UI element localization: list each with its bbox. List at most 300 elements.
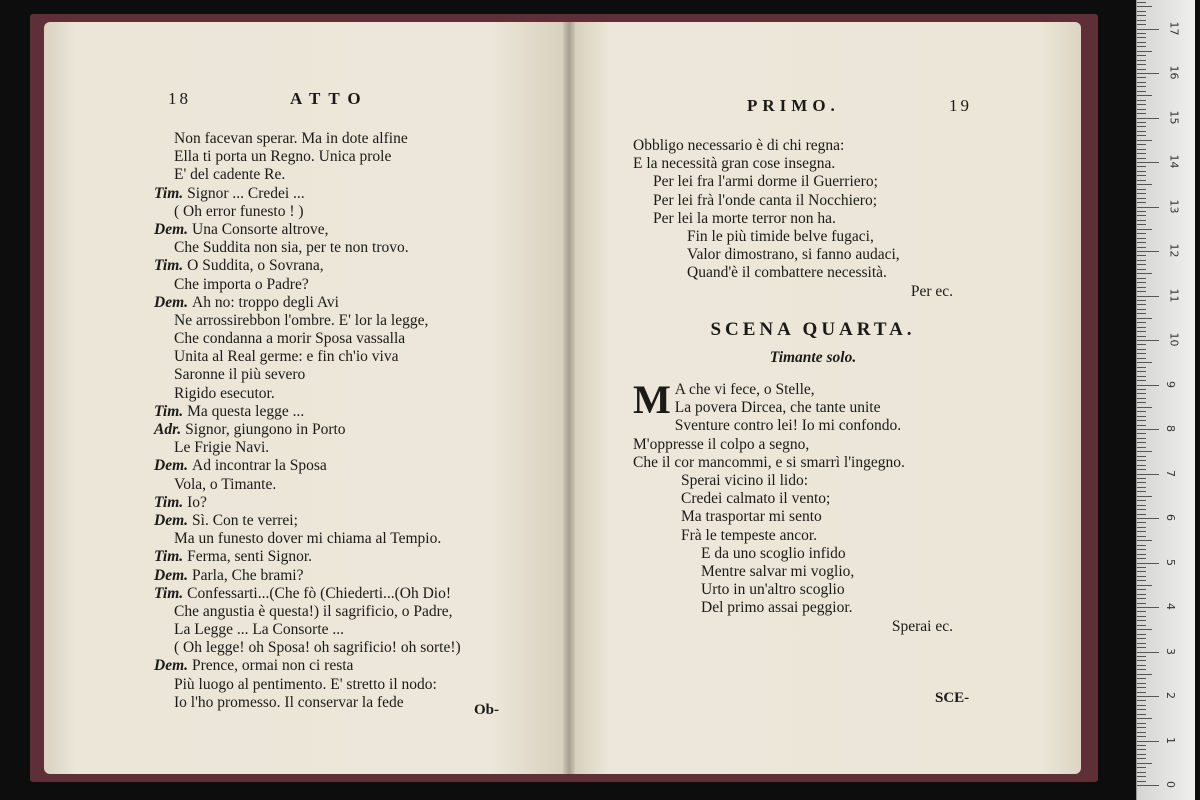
text-line [154,257,461,275]
ruler-tick [1137,594,1146,595]
ruler-tick [1137,714,1146,715]
ruler-tick [1137,522,1146,523]
line-text: Più luogo al pentimento. E' stretto il nodo: [174,675,437,693]
ruler-tick [1137,652,1159,653]
ruler-tick [1137,442,1146,443]
ruler-tick [1137,135,1146,136]
ruler-tick [1137,540,1152,541]
ruler-tick [1137,340,1159,341]
speaker-label: Tim. [154,584,184,602]
text-line: Per lei la morte terror non ha. [653,209,836,227]
ruler-tick [1137,660,1146,661]
ruler-tick [1137,318,1152,319]
ruler-tick [1137,785,1159,786]
text-line [154,567,461,585]
line-text: ( Oh legge! oh Sposa! oh sagrificio! oh sorte!) [174,639,461,657]
ruler-tick [1137,732,1146,733]
ruler-tick [1137,220,1146,221]
ruler-tick [1137,393,1146,394]
ruler-tick [1137,37,1146,38]
ruler-tick [1137,122,1146,123]
text-line [154,657,461,675]
ruler-tick [1137,358,1146,359]
ruler-tick [1137,683,1146,684]
ruler-tick [1137,224,1146,225]
ruler-tick [1137,304,1146,305]
line-text: Che angustia è questa!) il sagrificio, o Padre, [174,602,453,620]
line-text: Ah no: troppo degli Avi [192,293,339,311]
catchword-left: Ob- [474,702,500,718]
ruler-number: 11 [1167,288,1181,302]
text-line: Del primo assai peggior. [701,599,853,617]
ruler-tick [1137,545,1146,546]
ruler-tick [1137,171,1146,172]
ruler-tick [1137,282,1146,283]
line-text: Non facevan sperar. Ma in dote alfine [174,130,408,147]
ruler-tick [1137,692,1146,693]
ruler-tick [1137,313,1146,314]
speaker-label: Tim. [154,493,184,511]
ruler-tick [1137,385,1159,386]
speaker-label: Tim. [154,402,184,420]
ruler-number: 0 [1164,781,1177,788]
ruler-tick [1137,278,1146,279]
ruler-tick [1137,549,1146,550]
ruler-tick [1137,465,1146,466]
ruler-tick [1137,407,1152,408]
speaker-label: Tim. [154,257,184,275]
ruler-tick [1137,758,1146,759]
text-line: E la necessità gran cose insegna. [633,155,836,173]
text-line [154,239,461,257]
ruler-tick [1137,620,1146,621]
ruler-tick [1137,300,1146,301]
ruler-tick [1137,500,1146,501]
ruler-tick [1137,24,1146,25]
text-line [154,476,461,494]
line-text: Confessarti...(Che fò (Chiederti...(Oh Dio! [187,584,452,602]
line-text: Ma un funesto dover mi chiama al Tempio. [174,530,442,548]
ruler-tick [1137,371,1146,372]
ruler-tick [1137,269,1146,270]
text-line [154,276,461,294]
ruler-tick [1137,647,1146,648]
text-line: Frà le tempeste ancor. [681,526,818,544]
ruler-tick [1137,73,1159,74]
ruler-tick [1137,433,1146,434]
scene-character: Timante solo. [769,348,857,366]
ruler-number: 5 [1164,558,1177,566]
ruler-tick [1137,29,1159,30]
line-text: Saronne il più severo [174,366,306,384]
text-line [154,494,461,512]
text-line: Sventure contro lei! Io mi confondo. [674,417,902,435]
drop-cap: M [633,377,671,423]
text-line: Sperai vicino il lido: [681,472,808,490]
text-line [154,403,461,421]
text-line [154,585,461,603]
ruler-tick [1137,700,1146,701]
line-text: Parla, Che brami? [192,566,304,584]
ruler-tick [1137,118,1159,119]
line-text: Rigido esecutor. [174,384,275,402]
speaker-label: Adr. [154,421,182,438]
ruler-tick [1137,718,1152,719]
ruler-number: 2 [1164,692,1177,699]
ruler-tick [1137,736,1146,737]
ruler-tick [1137,482,1146,483]
scene-block [633,377,993,636]
line-text: Ella ti porta un Regno. Unica prole [174,148,392,166]
ruler-tick [1137,389,1146,390]
text-line [154,348,461,366]
ruler-tick [1137,180,1146,181]
text-line [154,385,461,403]
ruler-tick [1137,189,1146,190]
ruler-tick [1137,603,1146,604]
ruler-tick [1137,518,1159,519]
ruler-tick [1137,344,1146,345]
ruler-tick [1137,629,1152,630]
speaker-label: Tim. [154,548,184,566]
ruler-tick [1137,474,1159,475]
ruler-tick [1137,296,1159,297]
ruler-tick [1137,741,1159,742]
text-line: Che il cor mancommi, e si smarrì l'ingegno. [633,453,905,471]
page-number-right: 19 [949,96,972,115]
speaker-label: Dem. [154,293,189,311]
ruler-tick [1137,100,1146,101]
line-text: Vola, o Timante. [174,475,277,493]
ruler-tick [1137,140,1152,141]
text-line [154,530,461,548]
ruler-tick [1137,367,1146,368]
catchword-right: SCE- [935,690,970,706]
ruler-tick [1137,554,1146,555]
ruler-number: 6 [1164,514,1177,521]
ruler-tick [1137,638,1146,639]
text-line: Obbligo necessario è di chi regna: [633,137,845,154]
ruler-tick [1137,687,1146,688]
ruler-tick [1137,327,1146,328]
ruler-tick [1137,763,1152,764]
ruler-tick [1137,60,1146,61]
ruler-tick [1137,456,1146,457]
ruler-tick [1137,233,1146,234]
ruler-tick [1137,416,1146,417]
ruler-tick [1137,531,1146,532]
ruler-tick [1137,166,1146,167]
ruler-tick [1137,211,1146,212]
text-line: Valor dimostrano, si fanno audaci, [687,246,900,264]
aria-lines [633,137,993,301]
book-gutter [563,22,575,774]
ruler-tick [1137,754,1146,755]
ruler-number: 10 [1167,332,1181,347]
ruler-tick [1137,104,1146,105]
text-line [154,294,461,312]
text-line [154,548,461,566]
ruler-tick [1137,131,1146,132]
ruler-tick [1137,336,1146,337]
ruler-tick [1137,589,1146,590]
ruler-tick [1137,656,1146,657]
line-text: Sì. Con te verrei; [192,511,298,529]
line-text: Io l'ho promesso. Il conservar la fede [174,693,404,711]
ruler-tick [1137,144,1146,145]
ruler-tick [1137,91,1146,92]
ruler-number: 12 [1167,243,1181,258]
text-line [154,439,461,457]
ruler-tick [1137,438,1146,439]
right-page-text [633,137,993,636]
ruler-tick [1137,242,1146,243]
running-head-left: ATTO [290,89,369,108]
ruler-tick [1137,113,1146,114]
ruler-tick [1137,571,1146,572]
ruler-tick [1137,51,1152,52]
text-line [154,676,461,694]
ruler-tick [1137,411,1146,412]
ruler-tick [1137,229,1152,230]
ruler-tick [1137,634,1146,635]
line-text: Ferma, senti Signor. [187,548,312,566]
ruler-tick [1137,460,1146,461]
text-line [154,639,461,657]
ruler-tick [1137,487,1146,488]
measuring-ruler [1136,0,1195,800]
text-line: Quand'è il combattere necessità. [687,264,887,282]
text-line: M'oppresse il colpo a segno, [633,435,810,453]
scene-title: SCENA QUARTA. [710,318,916,340]
ruler-tick [1137,776,1146,777]
text-line [154,148,461,166]
ruler-tick [1137,42,1146,43]
ruler-number: 3 [1164,647,1177,655]
ruler-tick [1137,184,1152,185]
speaker-label: Dem. [154,511,189,529]
text-line [154,330,461,348]
ruler-tick [1137,665,1146,666]
ruler-tick [1137,202,1146,203]
ruler-tick [1137,153,1146,154]
ruler-tick [1137,514,1146,515]
line-text: Signor, giungono in Porto [185,421,346,438]
ruler-number: 17 [1167,21,1181,35]
ruler-tick [1137,264,1146,265]
ruler-tick [1137,607,1159,608]
ruler-tick [1137,215,1146,216]
line-text: Signor ... Credei ... [187,184,305,202]
text-line [154,457,461,475]
line-text: Ne arrossirebbon l'ombre. E' lor la legge, [174,311,429,329]
ruler-tick [1137,598,1146,599]
ruler-tick [1137,678,1146,679]
ruler-tick [1137,585,1152,586]
speaker-label: Dem. [154,566,189,584]
ruler-tick [1137,95,1152,96]
ruler-tick [1137,727,1146,728]
ruler-tick [1137,322,1146,323]
text-line: Credei calmato il vento; [681,490,831,508]
text-line [154,621,461,639]
left-page [44,22,569,774]
text-line: E da uno scoglio infido [701,544,846,562]
ruler-tick [1137,611,1146,612]
ruler-tick [1137,247,1146,248]
ruler-tick [1137,425,1146,426]
ruler-tick [1137,193,1146,194]
ruler-tick [1137,149,1146,150]
ruler-tick [1137,745,1146,746]
line-text: Ad incontrar la Sposa [192,457,327,475]
ruler-tick [1137,469,1146,470]
ruler-number: 7 [1164,469,1177,477]
ruler-tick [1137,33,1146,34]
ruler-tick [1137,2,1146,3]
ruler-tick [1137,20,1146,21]
ruler-tick [1137,451,1152,452]
text-line: La povera Dircea, che tante unite [674,399,881,417]
ruler-tick [1137,478,1146,479]
ruler-tick [1137,643,1146,644]
ruler-tick [1137,536,1146,537]
scene-lines [633,377,993,636]
ruler-tick [1137,749,1146,750]
text-line [154,312,461,330]
ruler-tick [1137,429,1159,430]
speaker-label: Dem. [154,220,189,238]
ruler-tick [1137,77,1146,78]
text-line [154,203,461,221]
speaker-label: Dem. [154,657,189,675]
text-line: Per ec. [910,282,953,300]
ruler-tick [1137,696,1159,697]
line-text: La Legge ... La Consorte ... [174,621,345,639]
line-text: O Suddita, o Sovrana, [187,257,324,275]
ruler-tick [1137,349,1146,350]
line-text: Le Frigie Navi. [174,439,270,457]
ruler-tick [1137,260,1146,261]
running-head-right: PRIMO. [747,96,840,115]
ruler-tick [1137,563,1159,564]
ruler-number: 8 [1164,425,1177,432]
ruler-tick [1137,15,1146,16]
text-line [154,185,461,203]
text-line: Fin le più timide belve fugaci, [687,227,874,245]
ruler-number: 13 [1167,199,1181,213]
ruler-number: 4 [1164,603,1177,610]
text-line: Sperai ec. [891,617,953,635]
text-line [154,166,461,184]
ruler-tick [1137,491,1146,492]
text-line: Per lei frà l'onde canta il Nocchiero; [653,191,878,209]
ruler-tick [1137,251,1159,252]
text-line: Mentre salvar mi voglio, [701,562,855,580]
line-text: Prence, ormai non ci resta [192,657,354,675]
ruler-tick [1137,723,1146,724]
text-line [154,603,461,621]
ruler-tick [1137,709,1146,710]
ruler-tick [1137,162,1159,163]
ruler-tick [1137,109,1146,110]
ruler-tick [1137,46,1146,47]
text-line [154,221,461,239]
ruler-tick [1137,11,1146,12]
ruler-tick [1137,64,1146,65]
ruler-tick [1137,291,1146,292]
ruler-tick [1137,669,1146,670]
ruler-tick [1137,198,1146,199]
right-page [569,22,1081,774]
ruler-tick [1137,55,1146,56]
ruler-tick [1137,402,1146,403]
ruler-tick [1137,175,1146,176]
ruler-tick [1137,705,1146,706]
line-text: Ma questa legge ... [187,402,305,420]
ruler-tick [1137,509,1146,510]
text-line: A che vi fece, o Stelle, [674,381,815,399]
ruler-tick [1137,505,1146,506]
ruler-tick [1137,6,1152,7]
ruler-number: 15 [1167,110,1181,124]
ruler-tick [1137,767,1146,768]
ruler-tick [1137,126,1146,127]
ruler-tick [1137,331,1146,332]
speaker-label: Tim. [154,184,184,202]
ruler-tick [1137,496,1152,497]
text-line: Per lei fra l'armi dorme il Guerriero; [653,173,878,191]
text-line: Ma trasportar mi sento [681,508,822,526]
line-text: Che importa o Padre? [174,275,309,293]
ruler-tick [1137,376,1146,377]
ruler-tick [1137,86,1146,87]
ruler-tick [1137,772,1146,773]
speaker-label: Dem. [154,457,189,475]
ruler-tick [1137,158,1146,159]
line-text: Che condanna a morir Sposa vassalla [174,330,406,348]
ruler-tick [1137,207,1159,208]
text-line [154,366,461,384]
ruler-tick [1137,238,1146,239]
text-line [154,694,461,712]
ruler-tick [1137,309,1146,310]
line-text: Una Consorte altrove, [192,220,329,238]
ruler-tick [1137,273,1152,274]
ruler-tick [1137,527,1146,528]
text-line: Urto in un'altro scoglio [701,581,845,599]
ruler-tick [1137,567,1146,568]
ruler-tick [1137,69,1146,70]
ruler-tick [1137,781,1146,782]
text-line [154,512,461,530]
text-line [154,421,461,439]
line-text: Io? [187,493,207,511]
ruler-number: 16 [1167,65,1181,80]
ruler-tick [1137,420,1146,421]
line-text: Unita al Real germe: e fin ch'io viva [174,348,399,366]
ruler-tick [1137,616,1146,617]
ruler-tick [1137,558,1146,559]
ruler-tick [1137,362,1152,363]
ruler-tick [1137,580,1146,581]
ruler-number: 1 [1164,736,1177,744]
ruler-tick [1137,674,1152,675]
left-page-text [154,130,461,712]
ruler-tick [1137,287,1146,288]
ruler-tick [1137,447,1146,448]
ruler-tick [1137,353,1146,354]
